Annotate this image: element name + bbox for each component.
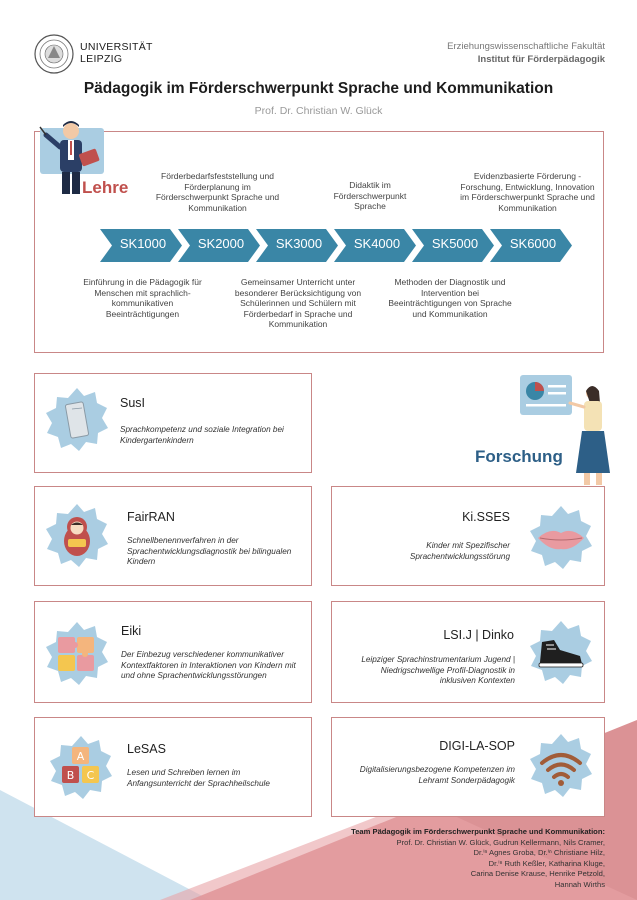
svg-text:C: C (86, 769, 95, 782)
module-sk1000: SK1000 (119, 236, 167, 251)
module-sk1000-description: Einführung in die Pädagogik für Menschen mit sprachlich-kommunikativen Beeinträchtigungen (83, 277, 202, 319)
abc-blocks-icon (48, 735, 114, 801)
team-line-5: Hannah Wirths (554, 879, 605, 889)
project-title-lsij-dinko: LSI.J | Dinko (443, 628, 514, 642)
module-sk2000-description: Förderbedarfsfeststellung und Förderplanung im Förderschwerpunkt Sprache und Kommunikation (155, 171, 280, 213)
puzzle-icon (44, 621, 110, 687)
module-sk3000: SK3000 (275, 236, 323, 251)
project-desc-fairran: Schnellbenennverfahren in der Sprachentwicklungsdiagnostik bei bilingualen Kindern (127, 536, 292, 566)
team-line-4: Carina Denise Krause, Henrike Petzold, (470, 869, 605, 879)
team-line-1: Prof. Dr. Christian W. Glück, Gudrun Kellermann, Nils Cramer, (396, 837, 605, 847)
notebook-icon (44, 387, 110, 453)
svg-text:B: B (66, 769, 75, 782)
university-name (80, 41, 153, 65)
module-sk3000-description: Gemeinsamer Unterricht unter besonderer Berücksichtigung von Schülerinnen und Schülern mit Förderbedarf in Sprache und Kommunikation (234, 277, 362, 329)
project-desc-digi-la-sop: Digitalisierungsbezogene Kompetenzen im Lehramt Sonderpädagogik (359, 765, 515, 785)
project-title-digi-la-sop: DIGI-LA-SOP (439, 739, 515, 753)
team-line-3: Dr.ⁱⁿ Ruth Keßler, Katharina Kluge, (488, 858, 605, 868)
lips-icon (528, 505, 594, 571)
module-sk5000-description: Methoden der Diagnostik und Intervention bei Beeinträchtigungen von Sprache und Kommunikation (388, 277, 512, 319)
faculty-block (447, 40, 605, 66)
module-sk4000: SK4000 (353, 236, 401, 251)
svg-text:A: A (76, 750, 85, 763)
project-desc-lesas: Lesen und Schreiben lernen im Anfangsunterricht der Sprachheilschule (127, 768, 270, 788)
module-sk5000: SK5000 (431, 236, 479, 251)
project-title-fairran: FairRAN (127, 510, 175, 524)
lehre-heading: Lehre (82, 178, 129, 197)
faculty-name: Erziehungswissenschaftliche Fakultät (447, 41, 605, 52)
team-heading: Team Pädagogik im Förderschwerpunkt Sprache und Kommunikation: (351, 827, 605, 836)
module-sk6000-description: Evidenzbasierte Förderung - Forschung, Entwicklung, Innovation im Förderschwerpunkt Sprache und Kommunikation (460, 171, 595, 213)
sneaker-icon (528, 620, 594, 686)
team-credits (351, 827, 605, 891)
page-subtitle: Prof. Dr. Christian W. Glück (254, 105, 383, 117)
module-sk4000-description: Didaktik im Förderschwerpunkt Sprache (333, 180, 407, 211)
module-sk2000: SK2000 (197, 236, 245, 251)
researcher-presentation-icon (520, 373, 610, 488)
project-title-susi: SusI (120, 396, 146, 410)
project-title-kisses: Ki.SSES (462, 510, 510, 524)
university-line-2: LEIPZIG (80, 53, 123, 65)
institute-name: Institut für Förderpädagogik (477, 54, 605, 65)
team-line-2: Dr.ⁱⁿ Agnes Groba, Dr.ⁱⁿ Christiane Hilz, (473, 848, 605, 858)
wifi-icon (528, 733, 594, 799)
page-title: Pädagogik im Förderschwerpunkt Sprache und Kommunikation (83, 80, 554, 97)
project-desc-lsij-dinko: Leipziger Sprachinstrumentarium Jugend | Niedrigschwellige Profil-Diagnostik in inklusiven Kontexten (361, 655, 515, 685)
university-line-1: UNIVERSITÄT (80, 41, 153, 53)
project-title-eiki: Eiki (121, 624, 142, 638)
project-desc-susi: Sprachkompetenz und soziale Integration bei Kindergartenkindern (120, 425, 284, 445)
matryoshka-icon (44, 503, 110, 569)
project-title-lesas: LeSAS (127, 742, 166, 756)
project-desc-eiki: Der Einbezug verschiedener kommunikativer Kontextfaktoren in Interaktionen von Kindern mit und ohne Sprachentwicklungsstörungen (121, 650, 296, 680)
project-desc-kisses: Kinder mit Spezifischer Sprachentwicklungsstörung (409, 541, 510, 561)
university-seal-logo (34, 34, 74, 74)
module-sk6000: SK6000 (509, 236, 557, 251)
forschung-heading: Forschung (475, 447, 563, 466)
